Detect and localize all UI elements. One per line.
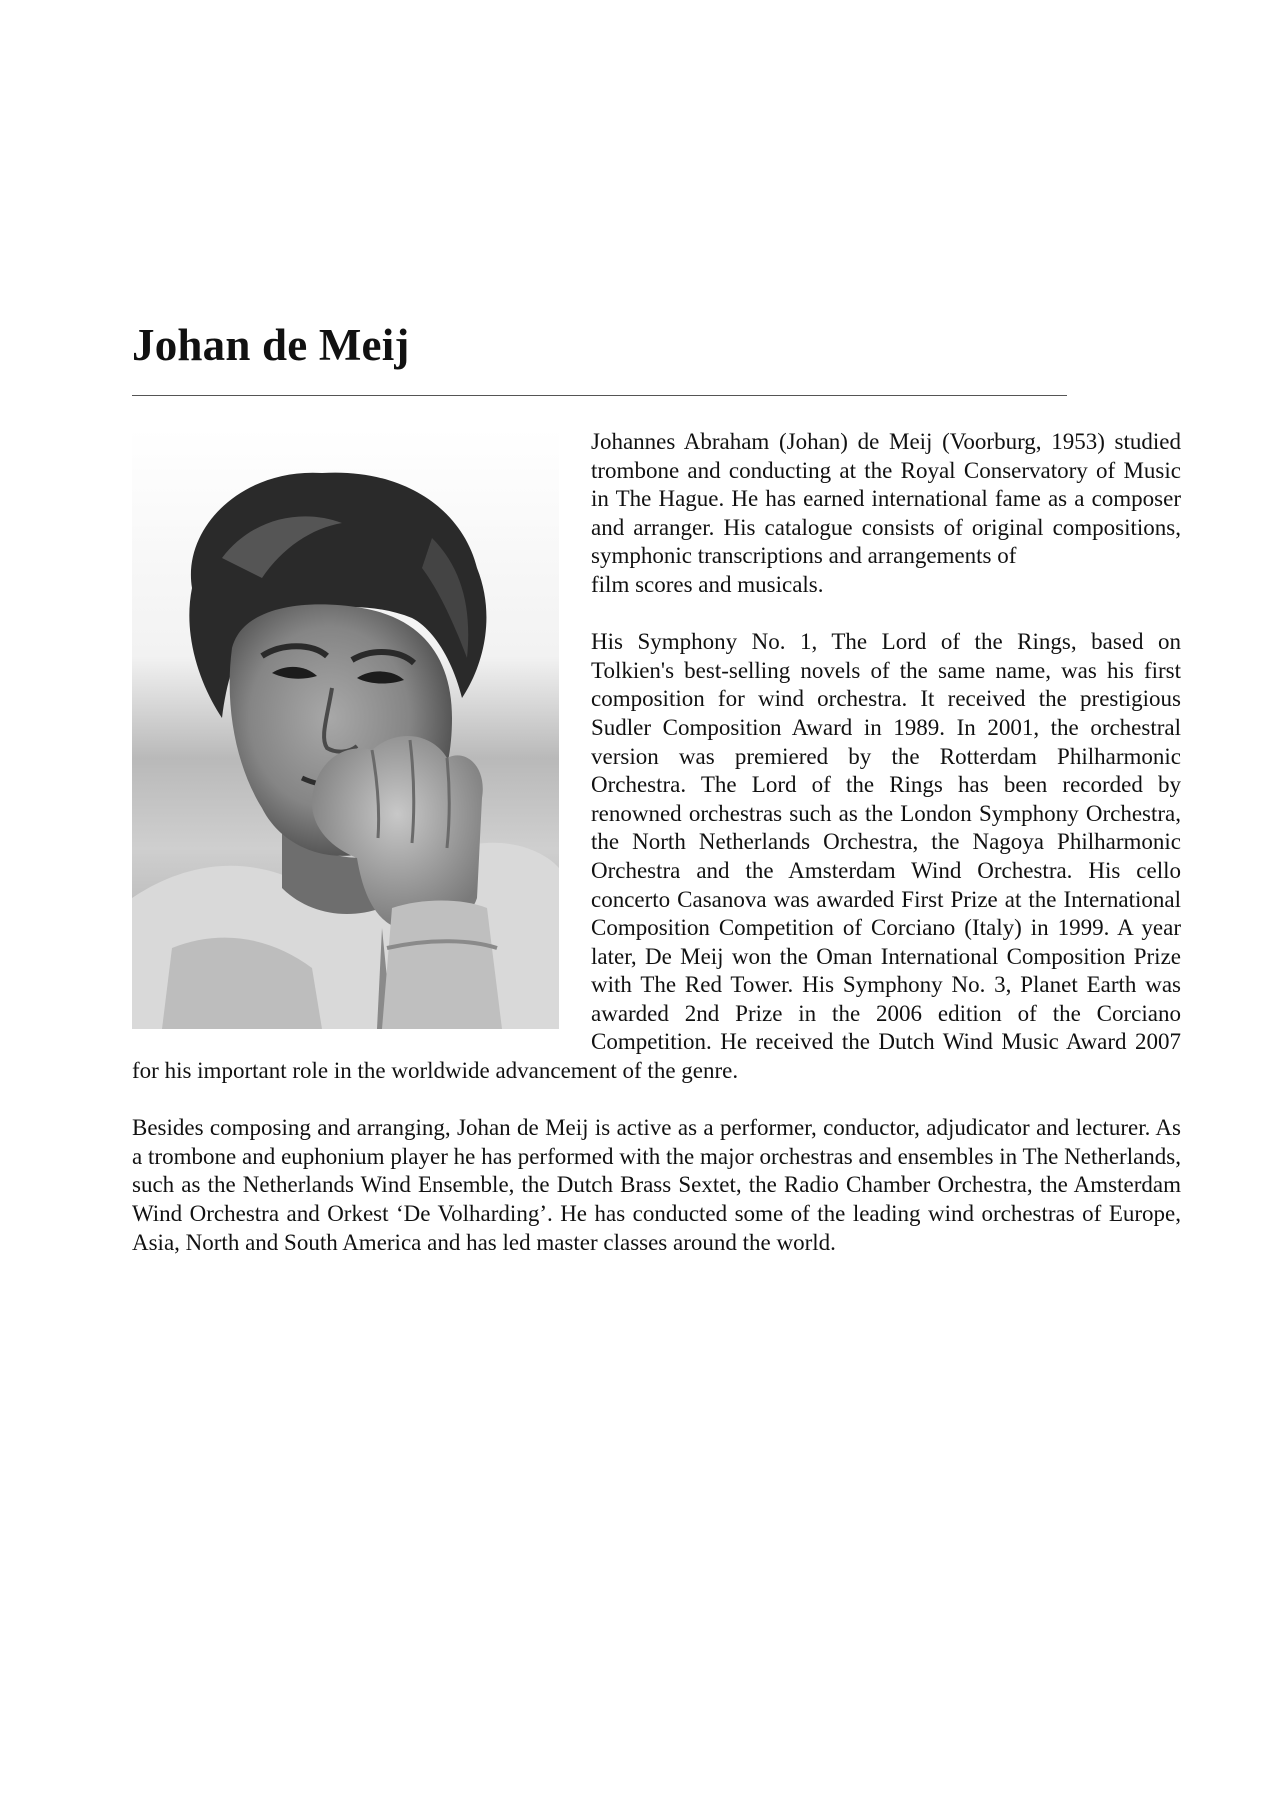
paragraph-intro: Johannes Abraham (Johan) de Meij (Voorburg, 1953) studied trombone and conducting at the Royal Conservatory of Music in The Hague. He has earned international fame as a composer and arranger. His catalogue consists of original compositions, symphonic transcriptions and arrangements of	[591, 429, 1181, 569]
paragraph-symphony: His Symphony No. 1, The Lord of the Rings, based on Tolkien's best-selling novels of the same name, was his first composition for wind orchestra. It received the prestigious Sudler Composition Award in 1989. In 2001, the orchestral version was premiered by the Rotterdam Philharmonic Orchestra. The Lord of the Rings has been recorded by renowned orchestras such as the London Symphony Orchestra, the North Netherlands Orchestra, the Nagoya Philharmonic Orchestra and the Amsterdam Wind Orchestra. His cello concerto Casanova was awarded First Prize at the International Composition Competition of Corciano (Italy) in 1999. A year later, De Meij won the Oman International Composition Prize with The Red Tower. His Symphony No. 3, Planet Earth was awarded 2nd Prize in the 2006 edition of the Corciano Competition. He received the Dutch Wind Music Award 2007 for his important role in the worldwide advancement of the genre.	[132, 629, 1181, 1084]
biography-body	[132, 428, 1181, 1257]
portrait-illustration	[132, 428, 559, 1029]
paragraph-intro-continued: film scores and musicals.	[591, 571, 824, 597]
title-underline	[132, 395, 1067, 396]
page-title: Johan de Meij	[132, 320, 410, 370]
portrait-photo	[132, 428, 559, 1029]
paragraph-career: Besides composing and arranging, Johan de Meij is active as a performer, conductor, adjudicator and lecturer. As a trombone and euphonium player he has performed with the major orchestras and ensembles in The Netherlands, such as the Netherlands Wind Ensemble, the Dutch Brass Sextet, the Radio Chamber Orchestra, the Amsterdam Wind Orchestra and Orkest ‘De Volharding’. He has conducted some of the leading wind orchestras of Europe, Asia, North and South America and has led master classes around the world.	[132, 1115, 1181, 1255]
